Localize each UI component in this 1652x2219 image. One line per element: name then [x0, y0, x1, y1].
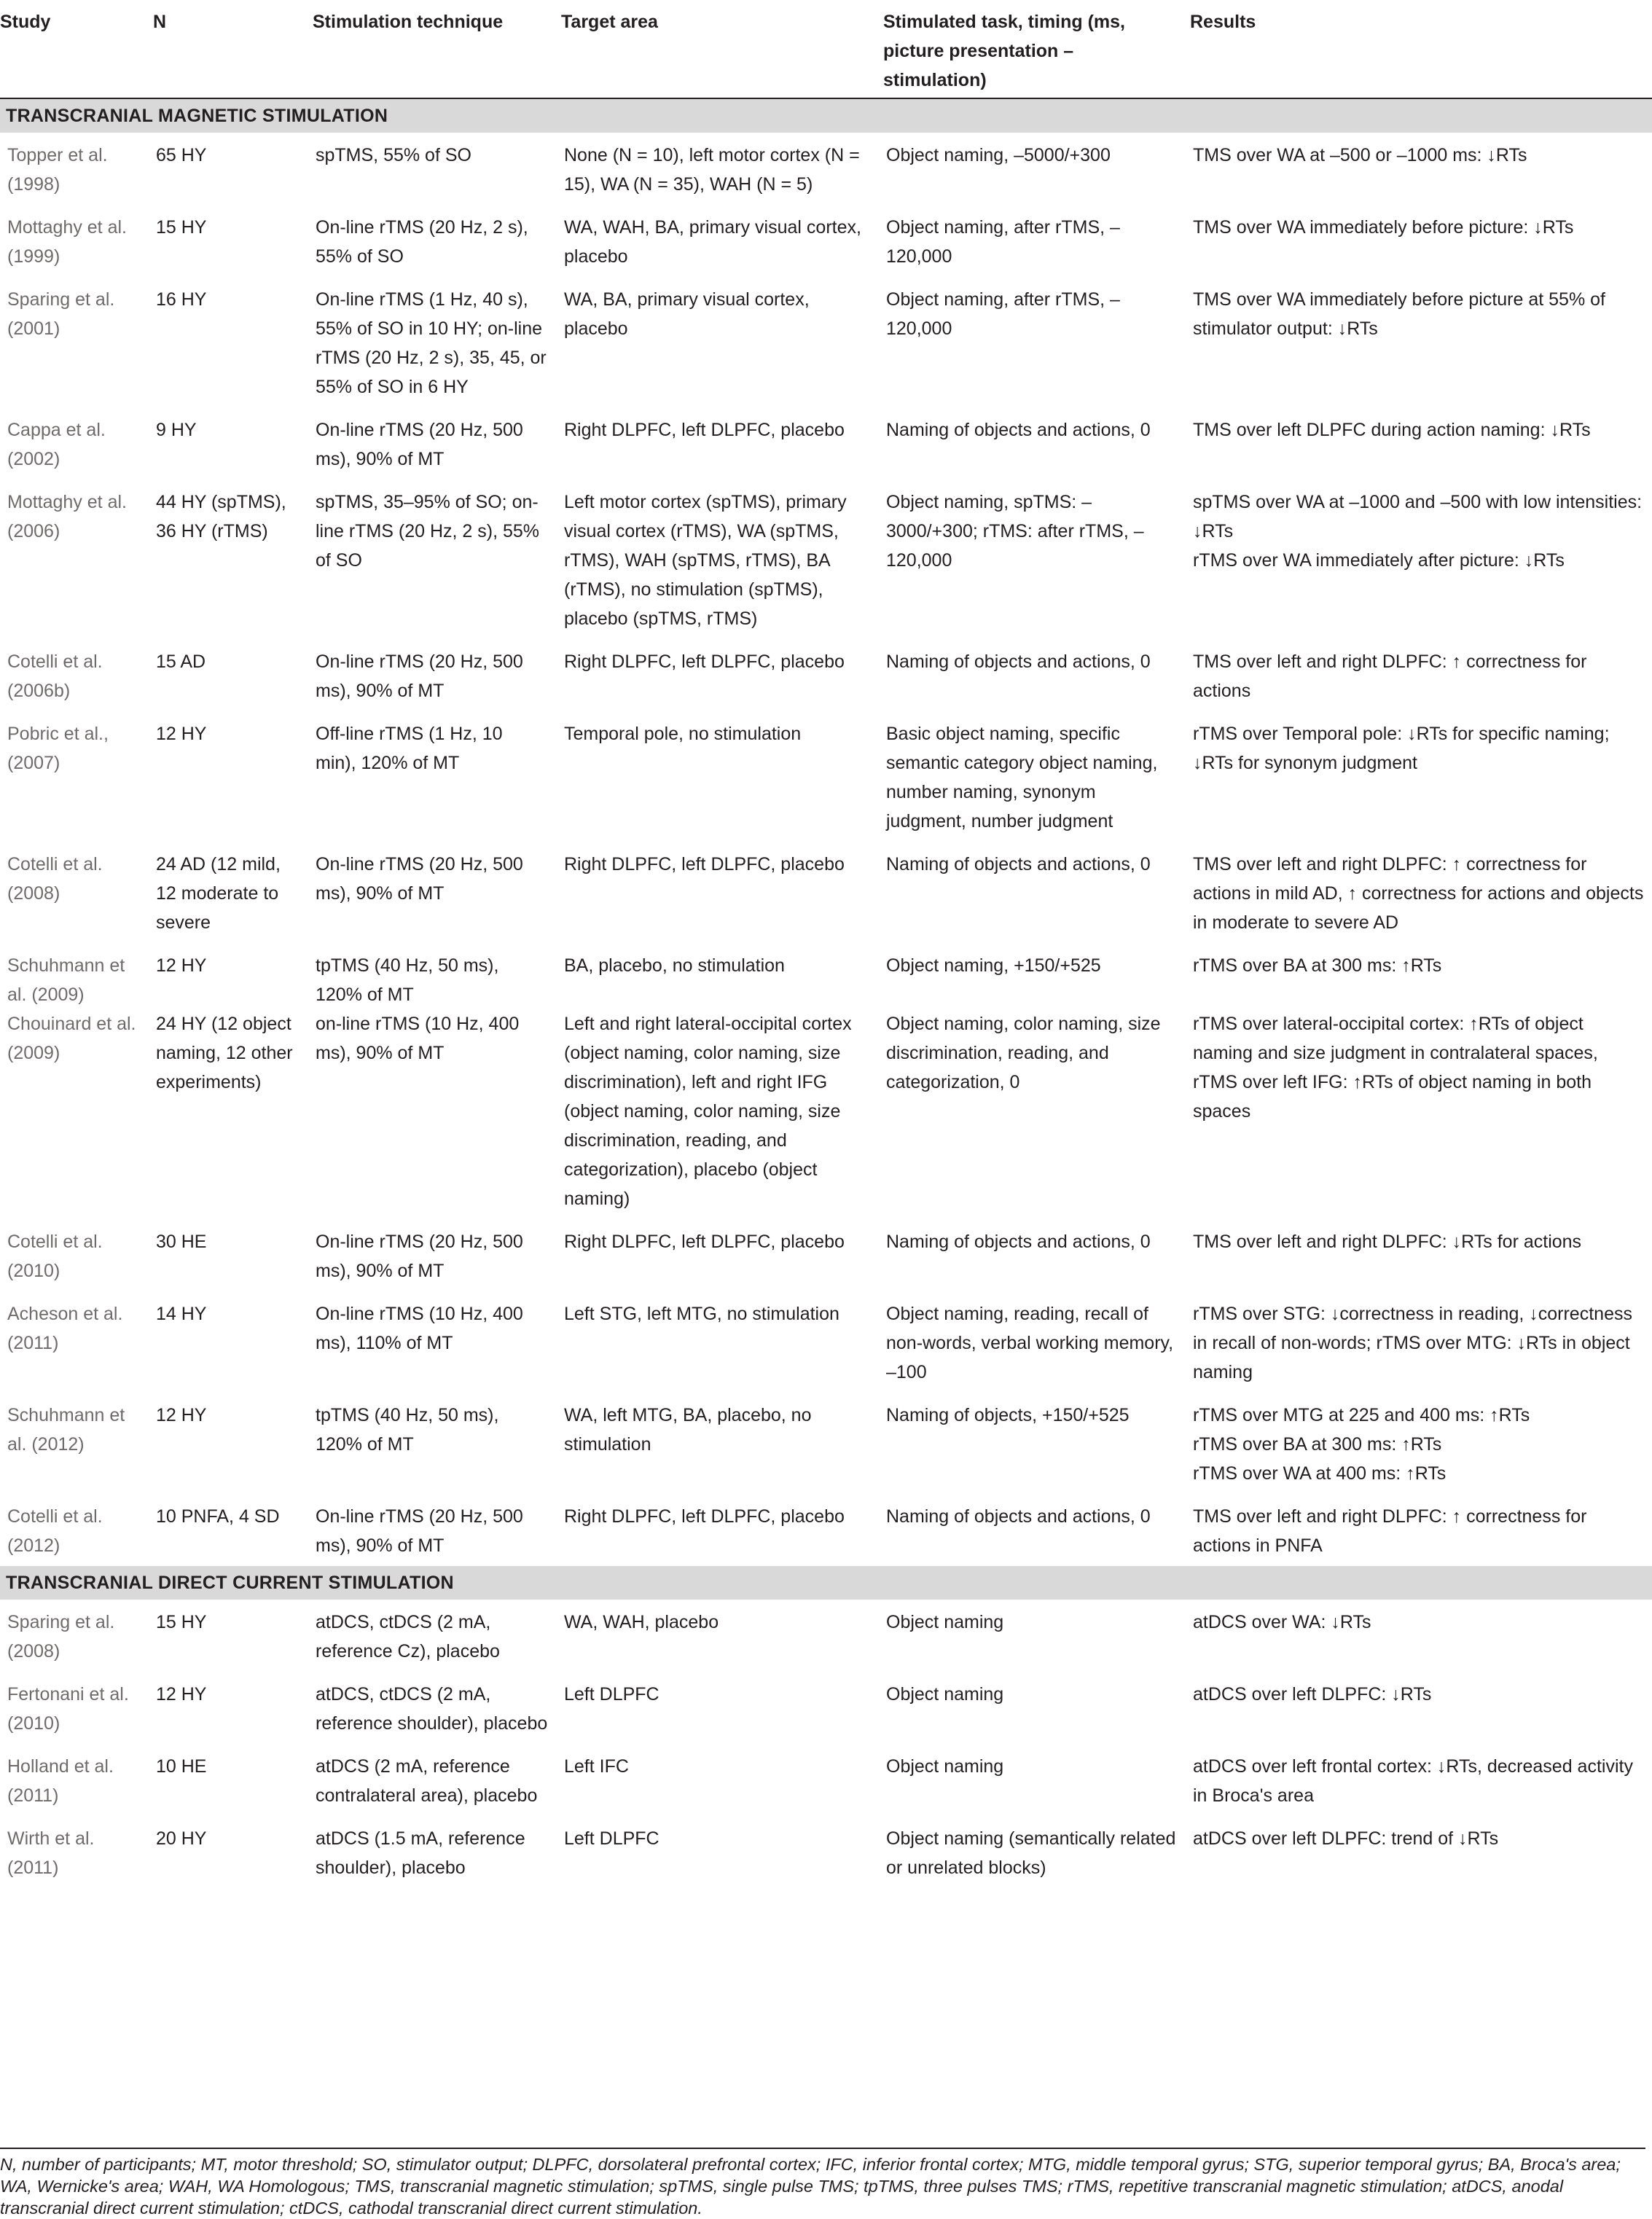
cell-target-area: Left DLPFC: [564, 1828, 659, 1849]
table-row: [0, 1009, 1652, 1219]
section-header: [0, 98, 1652, 133]
result-line: rTMS over WA immediately after picture: ↓RTs: [1193, 550, 1565, 571]
cell-results: [1184, 480, 1652, 639]
table-row: [0, 1219, 1652, 1291]
cell-results: atDCS over left DLPFC: trend of ↓RTs: [1193, 1828, 1499, 1849]
cell-task: Object naming: [886, 1612, 1004, 1632]
cell-target-area: Right DLPFC, left DLPFC, placebo: [564, 420, 845, 440]
cell-task: Object naming: [886, 1756, 1004, 1777]
header-target-area: Target area: [555, 0, 877, 98]
cell-n: 24 AD (12 mild, 12 moderate to severe: [156, 854, 281, 933]
cell-results: atDCS over left DLPFC: ↓RTs: [1193, 1684, 1432, 1705]
cell-task: Naming of objects and actions, 0: [886, 854, 1151, 874]
cell-target-area: Right DLPFC, left DLPFC, placebo: [564, 854, 845, 874]
cell-technique: atDCS, ctDCS (2 mA, reference Cz), placebo: [316, 1612, 500, 1662]
cell-task: Object naming, after rTMS, –120,000: [886, 217, 1120, 267]
cell-technique: On-line rTMS (20 Hz, 500 ms), 90% of MT: [316, 651, 523, 701]
header-task: Stimulated task, timing (ms, picture presentation – stimulation): [877, 0, 1184, 98]
table-footnote: N, number of participants; MT, motor threshold; SO, stimulator output; DLPFC, dorsolateral prefrontal cortex; IFC, inferior frontal cortex; MTG, middle temporal gyrus; STG, superior temporal gyrus; BA, Broca's area; WA, Wernicke's area; WAH, WA Homologous; TMS, transcranial magnetic stimulation; spTMS, single pulse TMS; tpTMS, three pulses TMS; rTMS, repetitive transcranial magnetic stimulation; atDCS, anodal transcranial direct current stimulation; ctDCS, cathodal transcranial direct current stimulation.: [0, 2148, 1645, 2219]
cell-technique: On-line rTMS (10 Hz, 400 ms), 110% of MT: [316, 1304, 523, 1353]
cell-n: 16 HY: [156, 289, 207, 310]
cell-study: Topper et al. (1998): [7, 145, 108, 195]
cell-results: rTMS over BA at 300 ms: ↑RTs: [1193, 955, 1442, 976]
table-row: [0, 1672, 1652, 1744]
result-line: rTMS over WA at 400 ms: ↑RTs: [1193, 1463, 1447, 1484]
cell-target-area: Right DLPFC, left DLPFC, placebo: [564, 651, 845, 672]
cell-study: Acheson et al. (2011): [7, 1304, 123, 1353]
cell-technique: On-line rTMS (20 Hz, 500 ms), 90% of MT: [316, 1506, 523, 1556]
cell-results: [1184, 1393, 1652, 1494]
cell-n: 12 HY: [156, 1684, 207, 1705]
cell-technique: on-line rTMS (10 Hz, 400 ms), 90% of MT: [316, 1014, 520, 1063]
cell-n: 15 HY: [156, 1612, 207, 1632]
cell-results: rTMS over STG: ↓correctness in reading, ↓correctness in recall of non-words; rTMS over MTG: ↓RTs in object naming: [1193, 1304, 1632, 1382]
result-line: spTMS over WA at –1000 and –500 with low intensities: ↓RTs: [1193, 492, 1643, 541]
cell-results: TMS over left and right DLPFC: ↑ correctness for actions in PNFA: [1193, 1506, 1587, 1556]
cell-study: Schuhmann et al. (2009): [7, 955, 125, 1005]
cell-technique: atDCS, ctDCS (2 mA, reference shoulder), placebo: [316, 1684, 548, 1734]
cell-study: Schuhmann et al. (2012): [7, 1405, 125, 1455]
cell-n: 12 HY: [156, 724, 207, 744]
cell-target-area: Left motor cortex (spTMS), primary visual cortex (rTMS), WA (spTMS, rTMS), WAH (spTMS, rTMS), BA (rTMS), no stimulation (spTMS), placebo (spTMS, rTMS): [564, 492, 847, 629]
cell-results: rTMS over lateral-occipital cortex: ↑RTs of object naming and size judgment in contralateral spaces, rTMS over left IFG: ↑RTs of object naming in both spaces: [1193, 1014, 1598, 1122]
cell-task: Object naming: [886, 1684, 1004, 1705]
result-line: rTMS over MTG at 225 and 400 ms: ↑RTs: [1193, 1405, 1530, 1425]
section-title: TRANSCRANIAL DIRECT CURRENT STIMULATION: [0, 1566, 1652, 1600]
cell-task: Object naming, reading, recall of non-words, verbal working memory, –100: [886, 1304, 1174, 1382]
cell-task: Naming of objects, +150/+525: [886, 1405, 1130, 1425]
header-results: Results: [1184, 0, 1652, 98]
cell-results: TMS over left and right DLPFC: ↓RTs for actions: [1193, 1232, 1582, 1252]
header-technique: Stimulation technique: [307, 0, 555, 98]
cell-target-area: WA, BA, primary visual cortex, placebo: [564, 289, 810, 339]
cell-technique: atDCS (2 mA, reference contralateral area), placebo: [316, 1756, 538, 1806]
cell-study: Cotelli et al. (2012): [7, 1506, 103, 1556]
table-row: [0, 277, 1652, 407]
cell-task: Object naming, +150/+525: [886, 955, 1101, 976]
cell-study: Sparing et al. (2008): [7, 1612, 115, 1662]
table-row: [0, 1291, 1652, 1393]
cell-target-area: Left IFC: [564, 1756, 629, 1777]
section-title: TRANSCRANIAL MAGNETIC STIMULATION: [0, 98, 1652, 133]
cell-study: Fertonani et al. (2010): [7, 1684, 129, 1734]
cell-n: 14 HY: [156, 1304, 207, 1324]
cell-study: Mottaghy et al. (2006): [7, 492, 127, 541]
cell-technique: On-line rTMS (20 Hz, 2 s), 55% of SO: [316, 217, 528, 267]
cell-technique: On-line rTMS (20 Hz, 500 ms), 90% of MT: [316, 420, 523, 469]
cell-n: 12 HY: [156, 955, 207, 976]
cell-n: 10 PNFA, 4 SD: [156, 1506, 280, 1527]
table-row: [0, 205, 1652, 277]
cell-technique: spTMS, 35–95% of SO; on-line rTMS (20 Hz, 2 s), 55% of SO: [316, 492, 540, 571]
cell-technique: atDCS (1.5 mA, reference shoulder), placebo: [316, 1828, 525, 1878]
table-header: [0, 0, 1652, 98]
cell-results: TMS over left DLPFC during action naming: ↓RTs: [1193, 420, 1591, 440]
cell-n: 44 HY (spTMS), 36 HY (rTMS): [156, 492, 286, 541]
table-row: [0, 711, 1652, 842]
cell-n: 65 HY: [156, 145, 207, 165]
cell-n: 12 HY: [156, 1405, 207, 1425]
table-row: [0, 1393, 1652, 1494]
result-line: rTMS over BA at 300 ms: ↑RTs: [1193, 1434, 1442, 1455]
cell-study: Sparing et al. (2001): [7, 289, 115, 339]
cell-task: Object naming, color naming, size discrimination, reading, and categorization, 0: [886, 1014, 1161, 1092]
cell-target-area: BA, placebo, no stimulation: [564, 955, 785, 976]
cell-task: Object naming, after rTMS, –120,000: [886, 289, 1120, 339]
table-row: [0, 407, 1652, 480]
header-study: Study: [0, 0, 147, 98]
table-row: [0, 943, 1652, 1009]
cell-results: TMS over left and right DLPFC: ↑ correctness for actions in mild AD, ↑ correctness for actions and objects in moderate to severe AD: [1193, 854, 1644, 933]
cell-target-area: Left STG, left MTG, no stimulation: [564, 1304, 839, 1324]
cell-target-area: Temporal pole, no stimulation: [564, 724, 802, 744]
cell-technique: On-line rTMS (20 Hz, 500 ms), 90% of MT: [316, 1232, 523, 1281]
table-row: [0, 639, 1652, 711]
cell-task: Naming of objects and actions, 0: [886, 1506, 1151, 1527]
cell-target-area: Left and right lateral-occipital cortex (object naming, color naming, size discrimination), left and right IFG (object naming, color naming, size discrimination, reading, and categorization), placebo (object naming): [564, 1014, 852, 1209]
cell-task: Naming of objects and actions, 0: [886, 651, 1151, 672]
cell-task: Object naming (semantically related or unrelated blocks): [886, 1828, 1176, 1878]
cell-study: Cappa et al. (2002): [7, 420, 106, 469]
table-row: [0, 1816, 1652, 1888]
cell-study: Pobric et al., (2007): [7, 724, 109, 773]
cell-n: 15 AD: [156, 651, 206, 672]
cell-technique: tpTMS (40 Hz, 50 ms), 120% of MT: [316, 955, 499, 1005]
cell-n: 10 HE: [156, 1756, 207, 1777]
cell-study: Mottaghy et al. (1999): [7, 217, 127, 267]
cell-results: rTMS over Temporal pole: ↓RTs for specific naming; ↓RTs for synonym judgment: [1193, 724, 1610, 773]
cell-technique: On-line rTMS (1 Hz, 40 s), 55% of SO in 10 HY; on-line rTMS (20 Hz, 2 s), 35, 45, or 55% of SO in 6 HY: [316, 289, 547, 397]
cell-target-area: WA, WAH, BA, primary visual cortex, placebo: [564, 217, 861, 267]
cell-n: 24 HY (12 object naming, 12 other experiments): [156, 1014, 293, 1092]
cell-task: Object naming, –5000/+300: [886, 145, 1111, 165]
section-header: [0, 1566, 1652, 1600]
cell-results: atDCS over WA: ↓RTs: [1193, 1612, 1371, 1632]
cell-study: Cotelli et al. (2006b): [7, 651, 103, 701]
cell-task: Naming of objects and actions, 0: [886, 420, 1151, 440]
cell-results: TMS over WA immediately before picture: ↓RTs: [1193, 217, 1574, 238]
cell-task: Object naming, spTMS: –3000/+300; rTMS: after rTMS, –120,000: [886, 492, 1144, 571]
cell-target-area: WA, left MTG, BA, placebo, no stimulation: [564, 1405, 812, 1455]
cell-n: 30 HE: [156, 1232, 207, 1252]
cell-target-area: Left DLPFC: [564, 1684, 659, 1705]
cell-study: Cotelli et al. (2010): [7, 1232, 103, 1281]
cell-task: Naming of objects and actions, 0: [886, 1232, 1151, 1252]
cell-technique: Off-line rTMS (1 Hz, 10 min), 120% of MT: [316, 724, 503, 773]
cell-results: TMS over WA at –500 or –1000 ms: ↓RTs: [1193, 145, 1527, 165]
cell-n: 15 HY: [156, 217, 207, 238]
cell-technique: spTMS, 55% of SO: [316, 145, 471, 165]
cell-target-area: WA, WAH, placebo: [564, 1612, 719, 1632]
cell-n: 20 HY: [156, 1828, 207, 1849]
table-row: [0, 1744, 1652, 1816]
cell-study: Holland et al. (2011): [7, 1756, 114, 1806]
table-row: [0, 133, 1652, 205]
cell-study: Wirth et al. (2011): [7, 1828, 95, 1878]
header-n: N: [147, 0, 307, 98]
cell-n: 9 HY: [156, 420, 197, 440]
table-row: [0, 1494, 1652, 1566]
table-row: [0, 842, 1652, 943]
cell-technique: On-line rTMS (20 Hz, 500 ms), 90% of MT: [316, 854, 523, 904]
cell-results: TMS over WA immediately before picture at 55% of stimulator output: ↓RTs: [1193, 289, 1605, 339]
table-row: [0, 1600, 1652, 1672]
cell-target-area: Right DLPFC, left DLPFC, placebo: [564, 1506, 845, 1527]
cell-results: atDCS over left frontal cortex: ↓RTs, decreased activity in Broca's area: [1193, 1756, 1633, 1806]
cell-task: Basic object naming, specific semantic category object naming, number naming, synonym judgment, number judgment: [886, 724, 1158, 831]
cell-study: Chouinard et al. (2009): [7, 1014, 136, 1063]
cell-results: TMS over left and right DLPFC: ↑ correctness for actions: [1193, 651, 1587, 701]
cell-target-area: None (N = 10), left motor cortex (N = 15), WA (N = 35), WAH (N = 5): [564, 145, 860, 195]
cell-target-area: Right DLPFC, left DLPFC, placebo: [564, 1232, 845, 1252]
cell-study: Cotelli et al. (2008): [7, 854, 103, 904]
cell-technique: tpTMS (40 Hz, 50 ms), 120% of MT: [316, 1405, 499, 1455]
table-row: [0, 480, 1652, 639]
